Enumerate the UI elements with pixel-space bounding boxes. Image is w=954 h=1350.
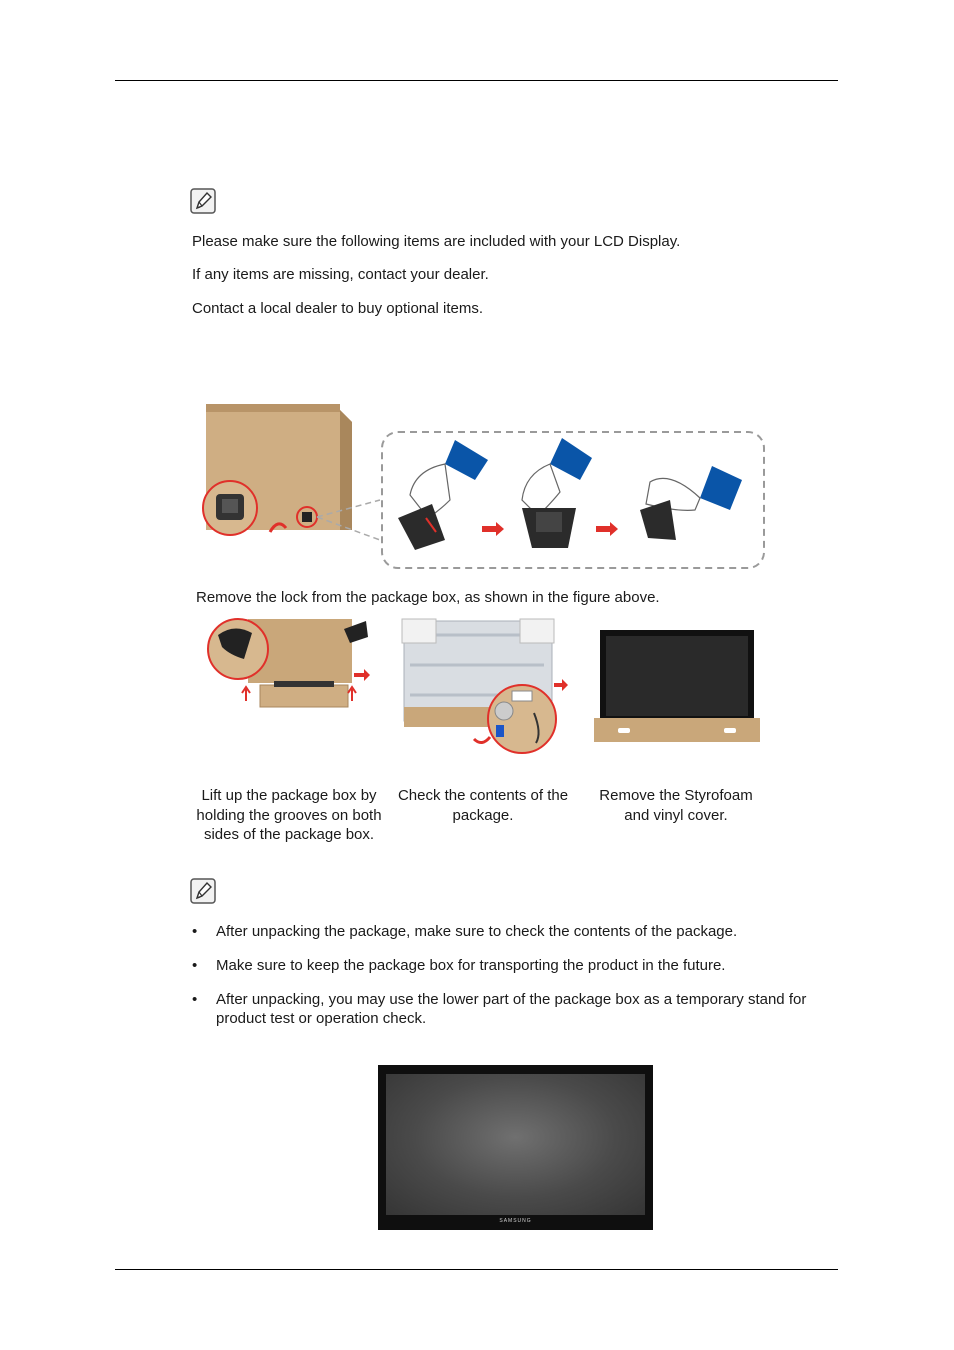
step-caption: Remove the Styrofoam and vinyl cover. [599, 787, 753, 824]
check-contents-figure [394, 615, 574, 755]
list-item [192, 990, 842, 1028]
bullet: • [192, 991, 198, 1008]
lock-removal-figure [200, 400, 770, 575]
step-caption: Lift up the package box by holding the grooves on both sides of the package box. [196, 787, 382, 843]
list-item-text: After unpacking the package, make sure to check the contents of the package. [216, 923, 738, 940]
list-item [192, 922, 842, 941]
notes-list [192, 922, 842, 1043]
intro-line: Please make sure the following items are included with your LCD Display. [192, 233, 681, 250]
intro-line: Contact a local dealer to buy optional items. [192, 300, 483, 317]
list-item-text: After unpacking, you may use the lower part of the package box as a temporary stand for product test or operation check. [216, 991, 807, 1027]
list-item-text: Make sure to keep the package box for transporting the product in the future. [216, 957, 726, 974]
lift-box-figure [204, 615, 374, 715]
intro-line: If any items are missing, contact your dealer. [192, 266, 489, 283]
note-pencil-icon [190, 878, 216, 904]
figure1-caption: Remove the lock from the package box, as shown in the figure above. [196, 589, 660, 606]
footer-rule [115, 1269, 838, 1270]
step-caption: Check the contents of the package. [397, 787, 569, 824]
monitor-screen [386, 1074, 645, 1215]
header-rule [115, 80, 838, 81]
bullet: • [192, 923, 198, 940]
monitor-brand-logo: SAMSUNG [499, 1218, 532, 1224]
note-pencil-icon [190, 188, 216, 214]
list-item [192, 956, 842, 975]
remove-cover-figure [592, 628, 764, 746]
bullet: • [192, 957, 198, 974]
monitor-figure [378, 1065, 653, 1230]
